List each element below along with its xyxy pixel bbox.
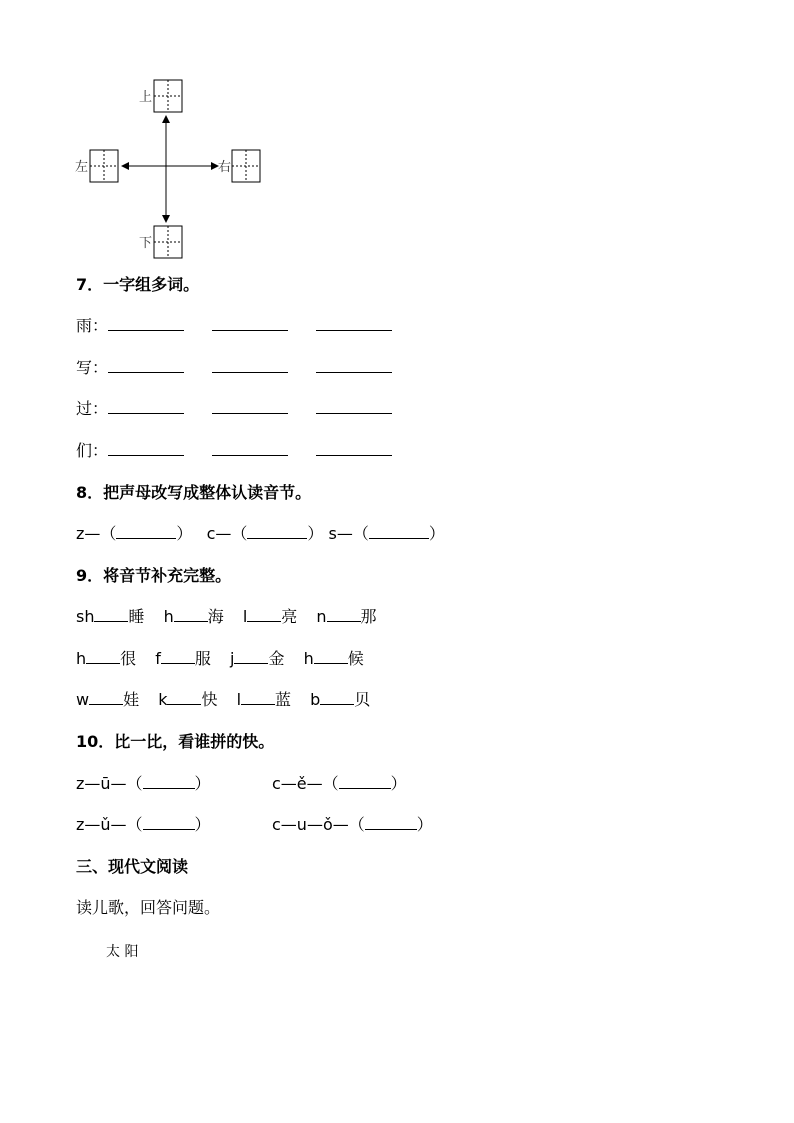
answer-blank[interactable] [86, 649, 120, 664]
answer-blank[interactable] [89, 690, 123, 705]
q9-prefix: w [76, 690, 90, 709]
q8-items [76, 524, 445, 544]
q9-char: 海 [207, 607, 224, 626]
q9-char: 娃 [123, 690, 140, 709]
answer-blank[interactable] [316, 316, 392, 331]
q7-row-label: 雨： [76, 316, 109, 335]
answer-blank[interactable] [316, 358, 392, 373]
q7-row-label: 写： [76, 358, 109, 377]
q10-item-right: ） [194, 815, 211, 834]
answer-blank[interactable] [212, 441, 288, 456]
q9-prefix: b [310, 690, 321, 709]
q9-prefix: j [230, 649, 235, 668]
q7-row [76, 316, 392, 336]
box-up [154, 80, 182, 112]
q9-char: 很 [120, 649, 137, 668]
q8-item-left: s—（ [328, 524, 369, 543]
q9-char: 快 [201, 690, 218, 709]
q10-item-left: c—u—ǒ—（ [272, 815, 365, 834]
q8-item-right: ） [176, 524, 193, 543]
q10-item [272, 815, 433, 835]
q9-char: 亮 [281, 607, 298, 626]
q9-prefix: h [163, 607, 174, 626]
answer-blank[interactable] [108, 316, 184, 331]
answer-blank[interactable] [108, 399, 184, 414]
answer-blank[interactable] [369, 524, 429, 539]
q9-prefix: l [242, 607, 248, 626]
q7-row-label: 们： [76, 441, 109, 460]
answer-blank[interactable] [108, 441, 184, 456]
answer-blank[interactable] [174, 607, 208, 622]
answer-blank[interactable] [212, 358, 288, 373]
q7-row [76, 358, 392, 378]
answer-blank[interactable] [116, 524, 176, 539]
answer-blank[interactable] [327, 607, 361, 622]
answer-blank[interactable] [247, 524, 307, 539]
q9-row [76, 607, 377, 627]
q9-prefix: f [155, 649, 161, 668]
answer-blank[interactable] [316, 441, 392, 456]
box-left [90, 150, 118, 182]
label-up: 上 [139, 90, 153, 105]
q7-row [76, 441, 392, 461]
q9-char: 那 [360, 607, 377, 626]
q10-title: 10．比一比，看谁拼的快。 [76, 732, 275, 751]
q8-item-right: ） [307, 524, 324, 543]
q9-title: 9．将音节补充完整。 [76, 566, 232, 585]
q9-row [76, 649, 364, 669]
q9-char: 贝 [354, 690, 371, 709]
q9-prefix: h [303, 649, 314, 668]
q8-item-left: z—（ [76, 524, 117, 543]
q9-prefix: k [158, 690, 168, 709]
q8-item-left: c—（ [206, 524, 248, 543]
answer-blank[interactable] [143, 815, 195, 830]
direction-diagram [70, 75, 270, 265]
q9-prefix: h [76, 649, 87, 668]
box-right [232, 150, 260, 182]
answer-blank[interactable] [167, 690, 201, 705]
section3-title: 三、现代文阅读 [76, 857, 189, 876]
q9-prefix: n [316, 607, 327, 626]
q10-item [76, 815, 211, 835]
box-down [154, 226, 182, 258]
q8-item-right: ） [428, 524, 445, 543]
reading-instruction: 读儿歌，回答问题。 [76, 898, 221, 917]
answer-blank[interactable] [212, 399, 288, 414]
q9-prefix: l [236, 690, 242, 709]
answer-blank[interactable] [314, 649, 348, 664]
q7-row [76, 399, 392, 419]
answer-blank[interactable] [247, 607, 281, 622]
q7-row-label: 过： [76, 399, 109, 418]
q10-item-left: z—ū—（ [76, 774, 143, 793]
q8-title: 8．把声母改写成整体认读音节。 [76, 483, 312, 502]
answer-blank[interactable] [316, 399, 392, 414]
q10-item-right: ） [194, 774, 211, 793]
answer-blank[interactable] [108, 358, 184, 373]
answer-blank[interactable] [234, 649, 268, 664]
q9-char: 服 [194, 649, 211, 668]
label-down: 下 [139, 236, 153, 251]
answer-blank[interactable] [94, 607, 128, 622]
q10-item [76, 774, 211, 794]
q9-char: 蓝 [275, 690, 292, 709]
answer-blank[interactable] [241, 690, 275, 705]
answer-blank[interactable] [320, 690, 354, 705]
q9-prefix: sh [76, 607, 95, 626]
q9-row [76, 690, 370, 710]
q10-item-right: ） [390, 774, 407, 793]
label-left: 左 [75, 160, 89, 175]
q9-char: 金 [268, 649, 285, 668]
q10-item-left: c—ě—（ [272, 774, 339, 793]
answer-blank[interactable] [143, 774, 195, 789]
q10-item [272, 774, 407, 794]
q9-char: 候 [347, 649, 364, 668]
q10-item-right: ） [416, 815, 433, 834]
q9-char: 睡 [128, 607, 145, 626]
label-right: 右 [218, 160, 232, 175]
q7-title: 7．一字组多词。 [76, 275, 200, 294]
answer-blank[interactable] [365, 815, 417, 830]
answer-blank[interactable] [161, 649, 195, 664]
answer-blank[interactable] [339, 774, 391, 789]
answer-blank[interactable] [212, 316, 288, 331]
poem-title: 太 阳 [106, 944, 139, 960]
q10-item-left: z—ǔ—（ [76, 815, 143, 834]
